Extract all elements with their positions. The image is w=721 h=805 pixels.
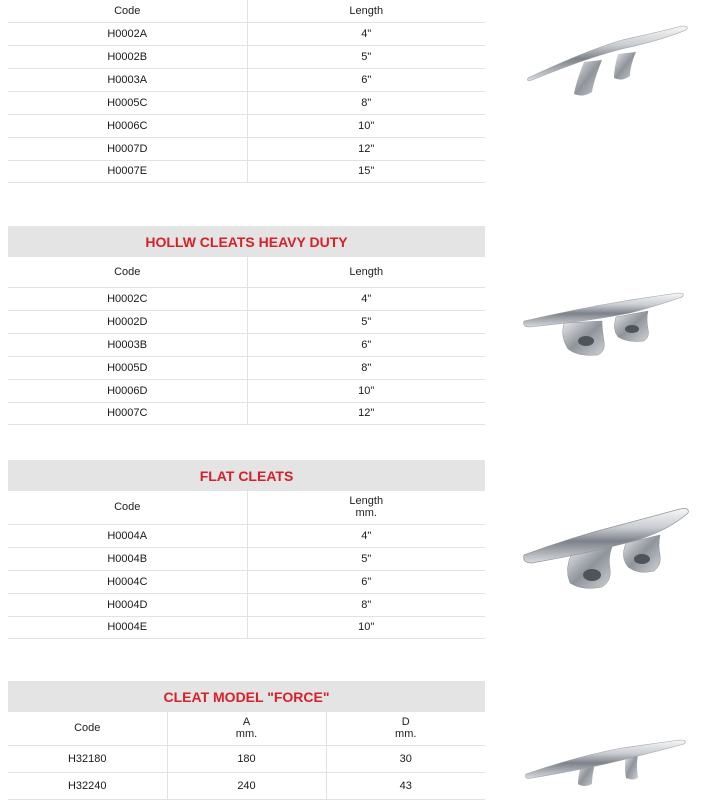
table-row — [8, 137, 485, 160]
cleat-photo-2 — [520, 285, 690, 365]
cell-code: H0002A — [8, 22, 247, 45]
cleat-photo-1 — [522, 20, 692, 105]
cell-code: H0002B — [8, 45, 247, 68]
header-d — [326, 712, 485, 745]
header-code: Code — [8, 491, 247, 524]
cell-a: 180 — [167, 745, 326, 772]
table-row — [8, 114, 485, 137]
table-row — [8, 379, 485, 402]
cell-code: H0003B — [8, 333, 247, 356]
cell-code: H0002C — [8, 287, 247, 310]
table-section-1 — [8, 0, 485, 183]
cell-length: 15" — [247, 160, 485, 182]
cell-length: 8" — [247, 356, 485, 379]
table-row — [8, 570, 485, 593]
header-code: Code — [8, 0, 247, 22]
cleat-table-3 — [8, 491, 485, 639]
table-row — [8, 45, 485, 68]
cell-code: H0004A — [8, 524, 247, 547]
table-row — [8, 745, 485, 772]
cleat-table-4 — [8, 712, 485, 800]
table-section-4 — [8, 681, 485, 800]
cell-code: H0005C — [8, 91, 247, 114]
cell-code: H0007D — [8, 137, 247, 160]
cell-length: 6" — [247, 68, 485, 91]
table-row — [8, 160, 485, 182]
header-a — [167, 712, 326, 745]
table-row — [8, 772, 485, 799]
cleat-photo-3 — [520, 503, 692, 598]
cell-length: 10" — [247, 379, 485, 402]
table-row — [8, 310, 485, 333]
table-row — [8, 524, 485, 547]
table-row — [8, 22, 485, 45]
table-section-3 — [8, 460, 485, 639]
cell-length: 4" — [247, 22, 485, 45]
cell-code: H0004E — [8, 616, 247, 638]
header-length — [247, 491, 485, 524]
section-title: FLAT CLEATS — [8, 460, 485, 491]
header-code: Code — [8, 712, 167, 745]
cell-length: 5" — [247, 45, 485, 68]
header-length: Length — [247, 257, 485, 287]
cell-length: 10" — [247, 616, 485, 638]
cell-code: H32180 — [8, 745, 167, 772]
cell-code: H0002D — [8, 310, 247, 333]
cell-length: 10" — [247, 114, 485, 137]
table-row — [8, 68, 485, 91]
header-length-unit: mm. — [355, 507, 377, 520]
cell-code: H0004D — [8, 593, 247, 616]
cell-d: 30 — [326, 745, 485, 772]
cell-length: 12" — [247, 137, 485, 160]
header-d-label: D — [401, 716, 410, 729]
header-code: Code — [8, 257, 247, 287]
cell-code: H0004C — [8, 570, 247, 593]
cell-length: 8" — [247, 593, 485, 616]
cleat-table-1 — [8, 0, 485, 183]
cell-code: H0005D — [8, 356, 247, 379]
cell-code: H0007E — [8, 160, 247, 182]
cell-length: 5" — [247, 310, 485, 333]
section-title: HOLLW CLEATS HEAVY DUTY — [8, 226, 485, 257]
cell-length: 4" — [247, 287, 485, 310]
table-row — [8, 547, 485, 570]
cell-length: 6" — [247, 333, 485, 356]
table-row — [8, 287, 485, 310]
header-a-label: A — [242, 716, 251, 729]
cell-code: H0004B — [8, 547, 247, 570]
cleat-photo-4 — [522, 738, 690, 798]
cell-length: 12" — [247, 402, 485, 424]
cell-code: H0003A — [8, 68, 247, 91]
cell-code: H0006C — [8, 114, 247, 137]
cell-code: H0006D — [8, 379, 247, 402]
cell-length: 6" — [247, 570, 485, 593]
table-row — [8, 356, 485, 379]
table-row — [8, 616, 485, 638]
cell-length: 4" — [247, 524, 485, 547]
header-length: Length — [247, 0, 485, 22]
cleat-table-2 — [8, 257, 485, 425]
table-row — [8, 91, 485, 114]
section-title: CLEAT MODEL "FORCE" — [8, 681, 485, 712]
cell-code: H0007C — [8, 402, 247, 424]
cell-length: 5" — [247, 547, 485, 570]
table-row — [8, 333, 485, 356]
cell-a: 240 — [167, 772, 326, 799]
cell-length: 8" — [247, 91, 485, 114]
table-row — [8, 593, 485, 616]
header-d-unit: mm. — [395, 728, 417, 741]
table-section-2 — [8, 226, 485, 425]
header-length-label: Length — [349, 495, 384, 508]
header-a-unit: mm. — [235, 728, 258, 741]
cell-code: H32240 — [8, 772, 167, 799]
table-row — [8, 402, 485, 424]
cell-d: 43 — [326, 772, 485, 799]
